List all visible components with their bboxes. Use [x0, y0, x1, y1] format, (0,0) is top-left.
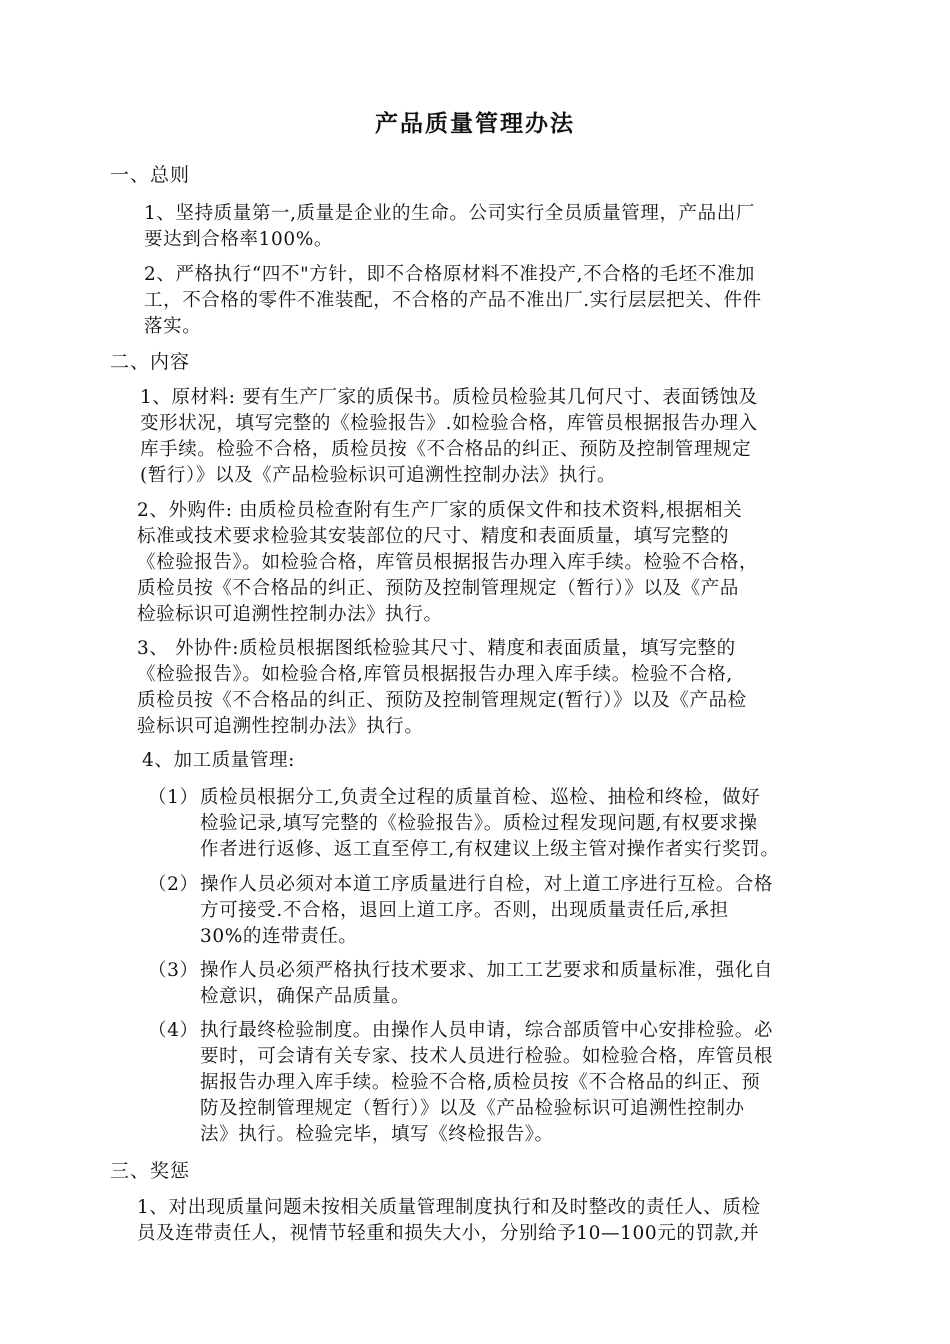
text-line: 操作人员必须严格执行技术要求、加工工艺要求和质量标准，强化自 — [200, 960, 774, 981]
text-line: 操作人员必须对本道工序质量进行自检，对上道工序进行互检。合格 — [200, 874, 774, 895]
paragraph-general-1 — [144, 201, 755, 253]
paragraph-purchased-parts — [137, 498, 758, 628]
text-line: 质检员按《不合格品的纠正、预防及控制管理规定(暂行）》以及《产品检 — [137, 690, 747, 711]
list-item-marker: （2） — [148, 874, 199, 895]
text-line: 30%的连带责任。 — [200, 926, 358, 947]
text-line: 1、坚持质量第一,质量是企业的生命。公司实行全员质量管理，产品出厂 — [144, 203, 755, 224]
text-line: 法》执行。检验完毕，填写《终检报告》。 — [200, 1124, 554, 1145]
text-line: 作者进行返修、返工直至停工,有权建议上级主管对操作者实行奖罚。 — [200, 839, 780, 860]
list-item-marker: （4） — [148, 1020, 199, 1041]
text-line: 《检验报告》。如检验合格,库管员根据报告办理入库手续。检验不合格, — [137, 664, 733, 685]
text-line: 落实。 — [144, 316, 202, 337]
list-item-marker: （3） — [148, 960, 199, 981]
text-line: 检意识，确保产品质量。 — [200, 986, 411, 1007]
paragraph-raw-materials — [140, 385, 758, 489]
text-line: 员及连带责任人，视情节轻重和损失大小，分别给予10—100元的罚款,并 — [137, 1223, 760, 1244]
paragraph-processing-quality — [142, 748, 295, 774]
text-line: 4、加工质量管理: — [142, 750, 295, 771]
text-line: 库手续。检验不合格，质检员按《不合格品的纠正、预防及控制管理规定 — [140, 439, 752, 460]
text-line: 据报告办理入库手续。检验不合格,质检员按《不合格品的纠正、预 — [200, 1072, 761, 1093]
text-line: 变形状况，填写完整的《检验报告》.如检验合格，库管员根据报告办理入 — [140, 413, 758, 434]
text-line: (暂行）》以及《产品检验标识可追溯性控制办法》执行。 — [140, 465, 617, 486]
text-line: 2、外购件: 由质检员检查附有生产厂家的质保文件和技术资料,根据相关 — [137, 500, 743, 521]
section-heading-general: 一、总则 — [110, 164, 191, 186]
text-line: 防及控制管理规定（暂行）》以及《产品检验标识可追溯性控制办 — [200, 1098, 745, 1119]
text-line: 验标识可追溯性控制办法》执行。 — [137, 716, 424, 737]
text-line: 《检验报告》。如检验合格，库管员根据报告办理入库手续。检验不合格， — [137, 552, 759, 573]
list-item-marker: （1） — [148, 787, 199, 808]
text-line: 1、对出现质量问题未按相关质量管理制度执行和及时整改的责任人、质检 — [137, 1197, 761, 1218]
text-line: 方可接受.不合格，退回上道工序。否则，出现质量责任后,承担 — [200, 900, 729, 921]
section-heading-content: 二、内容 — [110, 351, 191, 373]
document-title: 产品质量管理办法 — [375, 110, 575, 137]
text-line: 要时，可会请有关专家、技术人员进行检验。如检验合格，库管员根 — [200, 1046, 774, 1067]
text-line: 执行最终检验制度。由操作人员申请，综合部质管中心安排检验。必 — [200, 1020, 774, 1041]
text-line: 检验记录,填写完整的《检验报告》。质检过程发现问题,有权要求操 — [200, 813, 758, 834]
paragraph-general-2 — [144, 262, 762, 340]
text-line: 标准或技术要求检验其安装部位的尺寸、精度和表面质量，填写完整的 — [137, 526, 730, 547]
text-line: 质检员按《不合格品的纠正、预防及控制管理规定（暂行）》以及《产品 — [137, 578, 739, 599]
text-line: 要达到合格率100%。 — [144, 229, 333, 250]
text-line: 1、原材料: 要有生产厂家的质保书。质检员检验其几何尺寸、表面锈蚀及 — [140, 387, 758, 408]
text-line: 2、严格执行“四不"方针，即不合格原材料不准投产,不合格的毛坯不准加 — [144, 264, 756, 285]
section-heading-rewards-penalties: 三、奖惩 — [110, 1160, 191, 1182]
text-line: 检验标识可追溯性控制办法》执行。 — [137, 604, 443, 625]
paragraph-penalties-1 — [137, 1195, 761, 1247]
paragraph-outsourced-parts — [137, 636, 747, 740]
text-line: 质检员根据分工,负责全过程的质量首检、巡检、抽检和终检，做好 — [200, 787, 761, 808]
text-line: 3、 外协件:质检员根据图纸检验其尺寸、精度和表面质量，填写完整的 — [137, 638, 736, 659]
text-line: 工，不合格的零件不准装配，不合格的产品不准出厂.实行层层把关、件件 — [144, 290, 762, 311]
